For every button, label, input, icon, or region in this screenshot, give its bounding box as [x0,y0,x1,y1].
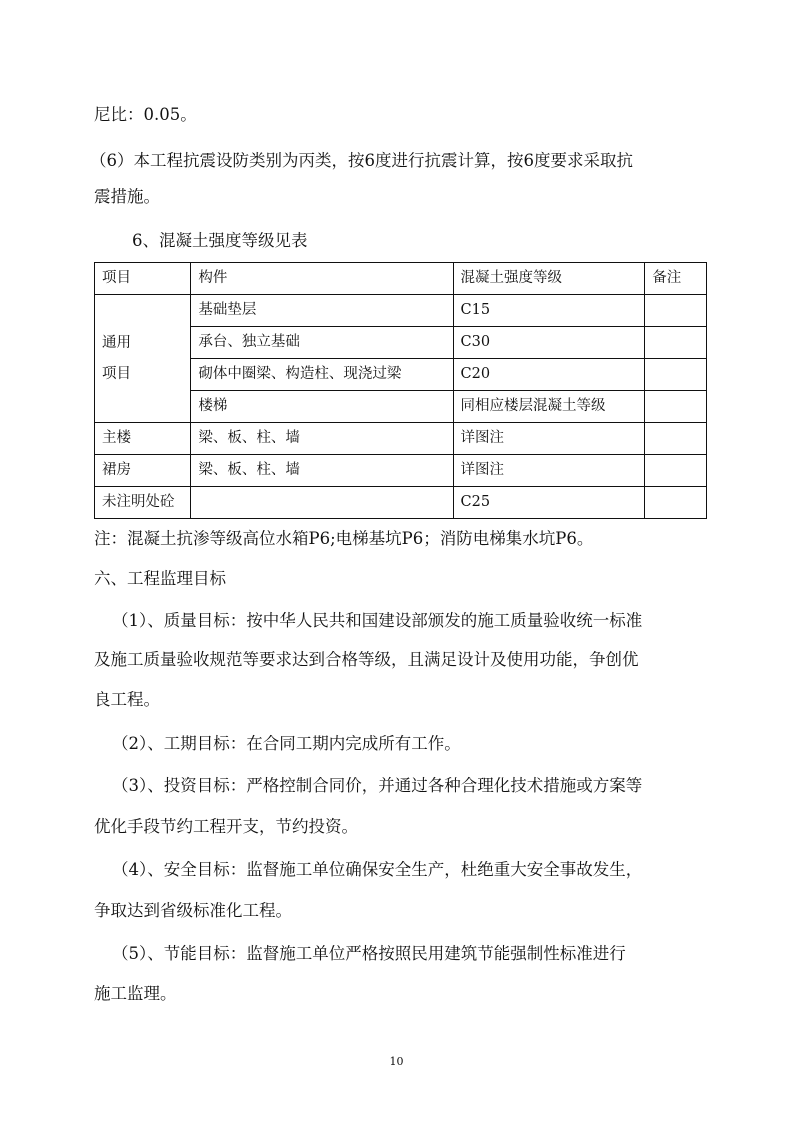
goal-line: （4）、安全目标：监督施工单位确保安全生产，杜绝重大安全事故发生， [112,860,643,879]
grade-cell: 详图注 [453,423,645,455]
header-cell: 混凝土强度等级 [453,263,645,295]
grade-cell: C20 [453,359,645,391]
grade-cell: 同相应楼层混凝土等级 [453,391,645,423]
goal-line: 优化手段节约工程开支，节约投资。 [94,817,358,836]
table-row [95,487,707,519]
table-row [95,423,707,455]
paragraph-line: 尼比：0.05。 [94,105,197,124]
goal-line: （3）、投资目标：严格控制合同价，并通过各种合理化技术措施或方案等 [112,776,643,795]
table-title: 6、混凝土强度等级见表 [132,231,308,250]
component-cell: 梁、板、柱、墙 [191,423,453,455]
group-label-line: 通用 [102,334,131,351]
concrete-grade-table [94,262,707,519]
header-cell: 项目 [95,263,191,295]
component-cell: 基础垫层 [191,295,453,327]
grade-cell: C25 [453,487,645,519]
goal-line: （1）、质量目标：按中华人民共和国建设部颁发的施工质量验收统一标准 [112,611,643,630]
section-heading: 六、工程监理目标 [94,569,226,588]
goal-line: （5）、节能目标：监督施工单位严格按照民用建筑节能强制性标准进行 [112,944,626,963]
component-cell: 梁、板、柱、墙 [191,455,453,487]
header-cell: 备注 [645,263,707,295]
item-cell: 裙房 [95,455,191,487]
table-row [95,295,707,327]
header-cell: 构件 [191,263,453,295]
table-header-row [95,263,707,295]
grade-cell: C30 [453,327,645,359]
component-cell: 楼梯 [191,391,453,423]
grade-cell: C15 [453,295,645,327]
item-cell: 未注明处砼 [95,487,191,519]
goal-line: （2）、工期目标：在合同工期内完成所有工作。 [112,734,461,753]
grade-cell: 详图注 [453,455,645,487]
note-cell [645,455,707,487]
goal-line: 及施工质量验收规范等要求达到合格等级，且满足设计及使用功能，争创优 [94,650,639,669]
paragraph-line: 震措施。 [94,187,160,206]
goal-line: 良工程。 [94,690,160,709]
note-cell [645,487,707,519]
component-cell: 砌体中圈梁、构造柱、现浇过梁 [191,359,453,391]
goal-line: 施工监理。 [94,984,177,1003]
table-note: 注：混凝土抗渗等级高位水箱P6;电梯基坑P6；消防电梯集水坑P6。 [94,529,594,548]
group-label-cell [95,295,191,423]
page-number: 10 [389,1055,404,1068]
component-cell: 承台、独立基础 [191,327,453,359]
goal-line: 争取达到省级标准化工程。 [94,901,292,920]
note-cell [645,391,707,423]
note-cell [645,327,707,359]
note-cell [645,295,707,327]
note-cell [645,359,707,391]
component-cell [191,487,453,519]
paragraph-line: （6）本工程抗震设防类别为丙类，按6度进行抗震计算，按6度要求采取抗 [90,151,633,170]
item-cell: 主楼 [95,423,191,455]
note-cell [645,423,707,455]
table-row [95,455,707,487]
group-label-line: 项目 [102,365,131,382]
